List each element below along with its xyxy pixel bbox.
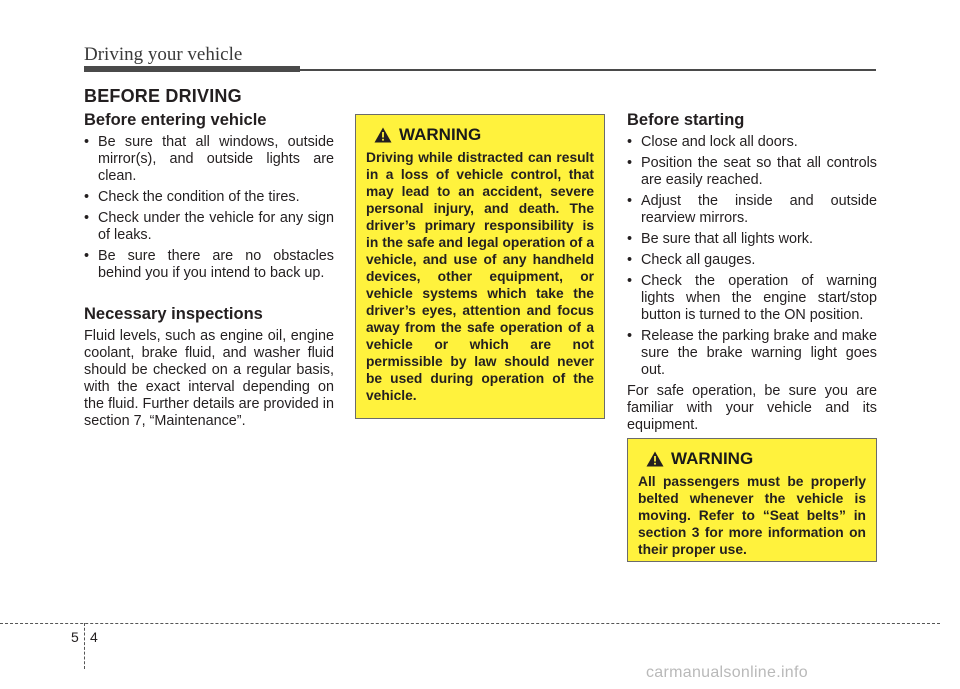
- before-entering-list: [84, 134, 334, 282]
- list-item: • Be sure there are no obstacles behind you if you intend to back up.: [84, 248, 334, 282]
- header-rule: [300, 69, 876, 71]
- warning-title: WARNING: [671, 449, 754, 468]
- list-item: • Check all gauges.: [627, 252, 877, 269]
- warning-box-seat-belts: [627, 438, 877, 562]
- running-head: Driving your vehicle: [84, 44, 243, 65]
- warning-text: Driving while distracted can result in a loss of vehicle control, that may lead to an accident, severe personal injury, and death. The driver’s primary responsibility is in the safe and legal operation of a vehicle, and use of any handheld devices, other equipment, or vehicle systems which take the driver’s eyes, attention and focus away from the safe operation of a vehicle or which are not permissible by law should never be used during operation of the vehicle.: [366, 150, 594, 403]
- list-item: • Adjust the inside and outside rearview mirrors.: [627, 193, 877, 227]
- before-entering-heading: Before entering vehicle: [84, 111, 267, 129]
- left-column: [84, 110, 334, 430]
- warning-triangle-icon: [374, 127, 392, 143]
- warning-text: All passengers must be properly belted whenever the vehicle is moving. Refer to “Seat belts” in section 3 for more information on their proper use.: [638, 474, 866, 557]
- before-starting-list: [627, 134, 877, 379]
- list-item: • Be sure that all lights work.: [627, 231, 877, 248]
- list-item: • Close and lock all doors.: [627, 134, 877, 151]
- footer-divider: [84, 623, 85, 669]
- list-item: • Be sure that all windows, outside mirror(s), and outside lights are clean.: [84, 134, 334, 185]
- warning-box-distracted: [355, 114, 605, 419]
- list-item: • Check under the vehicle for any sign of leaks.: [84, 210, 334, 244]
- list-item: • Check the condition of the tires.: [84, 189, 334, 206]
- header-bar: [84, 66, 300, 72]
- page-chapter: 5: [71, 629, 79, 645]
- before-starting-heading: Before starting: [627, 111, 745, 129]
- inspections-paragraph: Fluid levels, such as engine oil, engine coolant, brake fluid, and washer fluid should be checked on a regular basis, with the exact interval depending on the fluid. Further details are provided in section 7, “Maintenance”.: [84, 328, 334, 429]
- list-item: • Position the seat so that all controls are easily reached.: [627, 155, 877, 189]
- list-item: • Check the operation of warning lights when the engine start/stop button is turned to the ON position.: [627, 273, 877, 324]
- warning-header: [638, 449, 866, 469]
- list-item: • Release the parking brake and make sure the brake warning light goes out.: [627, 328, 877, 379]
- section-title: BEFORE DRIVING: [84, 86, 242, 106]
- warning-triangle-icon: [646, 451, 664, 467]
- before-starting-paragraph: For safe operation, be sure you are familiar with your vehicle and its equipment.: [627, 383, 877, 433]
- watermark: carmanualsonline.info: [646, 664, 808, 681]
- page-number: 4: [90, 629, 98, 645]
- warning-header: [366, 125, 594, 145]
- footer-rule: [0, 623, 940, 624]
- warning-title: WARNING: [399, 125, 482, 144]
- inspections-heading: Necessary inspections: [84, 305, 263, 323]
- right-column: [627, 110, 877, 434]
